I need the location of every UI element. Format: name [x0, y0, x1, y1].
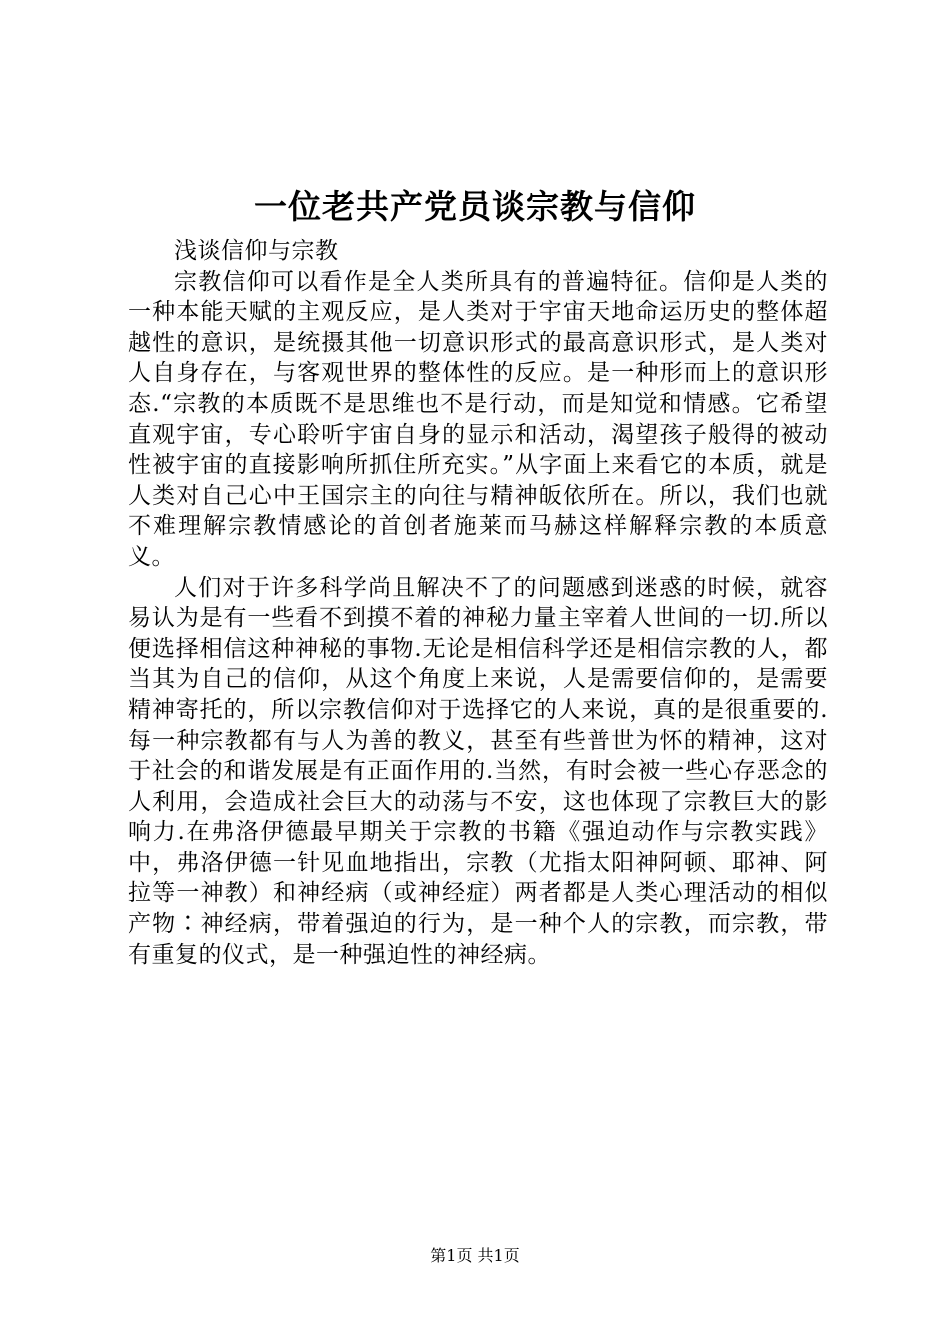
document-subtitle: 浅谈信仰与宗教 [174, 238, 339, 264]
body-paragraph: 宗教信仰可以看作是全人类所具有的普遍特征。信仰是人类的一种本能天赋的主观反应，是人类对于宇宙天地命运历史的整体超越性的意识，是统摄其他一切意识形式的最高意识形式，是人类对人自身存在，与客观世界的整体性的反应。是一种形而上的意识形态.“宗教的本质既不是思维也不是行动，而是知觉和情感。它希望直观宇宙，专心聆听宇宙自身的显示和活动，渴望孩子般得的被动性被宇宙的直接影响所抓住所充实。”从字面上来看它的本质，就是人类对自己心中王国宗主的向往与精神皈依所在。所以，我们也就不难理解宗教情感论的首创者施莱而马赫这样解释宗教的本质意义。 [128, 268, 828, 570]
document-body [128, 236, 828, 970]
body-paragraph: 人们对于许多科学尚且解决不了的问题感到迷惑的时候，就容易认为是有一些看不到摸不着的神秘力量主宰着人世间的一切.所以便选择相信这种神秘的事物.无论是相信科学还是相信宗教的人，都当其为自己的信仰，从这个角度上来说，人是需要信仰的，是需要精神寄托的，所以宗教信仰对于选择它的人来说，真的是很重要的.每一种宗教都有与人为善的教义，甚至有些普世为怀的精神，这对于社会的和谐发展是有正面作用的.当然，有时会被一些心存恶念的人利用，会造成社会巨大的动荡与不安，这也体现了宗教巨大的影响力.在弗洛伊德最早期关于宗教的书籍《强迫动作与宗教实践》中，弗洛伊德一针见血地指出，宗教（尤指太阳神阿顿、耶神、阿拉等一神教）和神经病（或神经症）两者都是人类心理活动的相似产物∶神经病，带着强迫的行为，是一种个人的宗教，而宗教，带有重复的仪式，是一种强迫性的神经病。 [128, 574, 828, 968]
document-title: 一位老共产党员谈宗教与信仰 [254, 187, 696, 226]
page-footer: 第1页 共1页 [430, 1246, 520, 1265]
